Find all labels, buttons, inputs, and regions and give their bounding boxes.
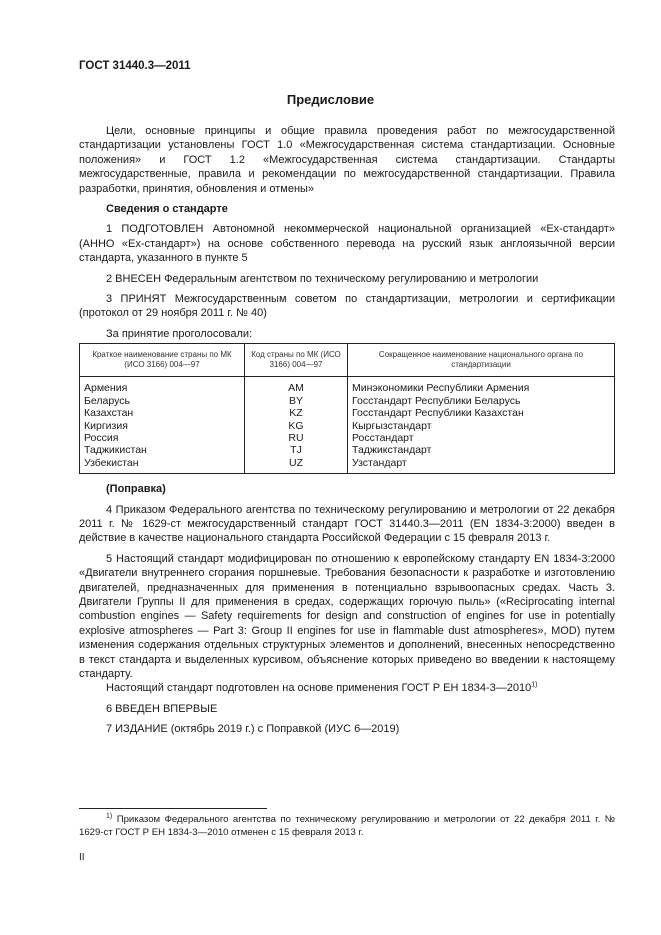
table-row	[80, 377, 615, 395]
table-row	[80, 432, 615, 444]
footnote-mark: 1)	[106, 812, 113, 820]
item-3: 3 ПРИНЯТ Межгосударственным советом по стандартизации, метрологии и сертификации (протокол от 29 ноября 2011 г. № 40)	[79, 293, 615, 320]
table-row	[80, 407, 615, 419]
code-cell: RU	[245, 432, 348, 444]
column-header-country: Краткое наименование страны по МК (ИСО 3166) 004—97	[80, 344, 245, 377]
table-header-row	[80, 344, 615, 377]
body-cell: Кыргызстандарт	[348, 420, 615, 432]
body-cell: Госстандарт Республики Казахстан	[348, 407, 615, 419]
item-5-note-text: Настоящий стандарт подготовлен на основе применения ГОСТ Р ЕН 1834-3—2010	[106, 682, 532, 695]
correction-heading: (Поправка)	[106, 483, 166, 496]
code-cell: TJ	[245, 444, 348, 456]
page-number: II	[79, 852, 85, 863]
country-cell: Узбекистан	[80, 457, 245, 474]
code-cell: AM	[245, 377, 348, 395]
column-header-body: Сокращенное наименование национального органа по стандартизации	[348, 344, 615, 377]
item-5-note	[79, 681, 615, 695]
country-cell: Россия	[80, 432, 245, 444]
body-cell: Росстандарт	[348, 432, 615, 444]
footnote	[79, 814, 615, 839]
table-row	[80, 457, 615, 474]
footnote-ref[interactable]: 1)	[531, 681, 538, 689]
document-body	[79, 124, 615, 743]
item-4: 4 Приказом Федерального агентства по техническому регулированию и метрологии от 22 декабря 2011 г. № 1629-ст межгосударственный стандарт ГОСТ 31440.3—2011 (EN 1834-3:2000) введен в действие в качестве национального стандарта Российской Федерации с 15 февраля 2013 г.	[79, 503, 615, 545]
country-cell: Беларусь	[80, 395, 245, 407]
body-cell: Госстандарт Республики Беларусь	[348, 395, 615, 407]
body-cell: Минэкономики Республики Армения	[348, 377, 615, 395]
country-cell: Киргизия	[80, 420, 245, 432]
country-cell: Армения	[80, 377, 245, 395]
voting-table	[79, 343, 615, 474]
intro-paragraph: Цели, основные принципы и общие правила проведения работ по межгосударственной стандартизации установлены ГОСТ 1.0 «Межгосударственная система стандартизации. Основные положения» и ГОСТ 1.2 «Межгосударственная система стандартизации. Стандарты межгосударственные, правила и рекомендации по межгосударственной стандартизации. Правила разработки, принятия, обновления и отмены»	[79, 125, 615, 195]
vote-intro: За принятие проголосовали:	[106, 327, 253, 340]
body-cell: Узстандарт	[348, 457, 615, 474]
code-cell: KG	[245, 420, 348, 432]
code-cell: BY	[245, 395, 348, 407]
country-cell: Казахстан	[80, 407, 245, 419]
item-1: 1 ПОДГОТОВЛЕН Автономной некоммерческой национальной организацией «Ех-стандарт» (АННО «Ех-стандарт») на основе собственного перевода на русский язык англоязычной версии стандарта, указанного в пункте 5	[79, 223, 615, 265]
item-7: 7 ИЗДАНИЕ (октябрь 2019 г.) с Поправкой (ИУС 6—2019)	[106, 723, 400, 736]
footnote-text: Приказом Федерального агентства по техническому регулированию и метрологии от 22 декабря 2011 г. № 1629-ст ГОСТ Р ЕН 1834-3—2010 отменен с 15 февраля 2013 г.	[79, 814, 615, 838]
table-row	[80, 444, 615, 456]
country-cell: Таджикистан	[80, 444, 245, 456]
item-6: 6 ВВЕДЕН ВПЕРВЫЕ	[106, 702, 218, 715]
table-row	[80, 395, 615, 407]
code-cell: UZ	[245, 457, 348, 474]
page-title: Предисловие	[286, 92, 375, 107]
item-2: 2 ВНЕСЕН Федеральным агентством по техническому регулированию и метрологии	[106, 272, 539, 285]
column-header-code: Код страны по МК (ИСО 3166) 004—97	[245, 344, 348, 377]
document-header: ГОСТ 31440.3—2011	[79, 60, 191, 72]
item-5: 5 Настоящий стандарт модифицирован по отношению к европейскому стандарту EN 1834-3:2000 «Двигатели внутреннего сгорания поршневые. Требования безопасности к разработке и изготовлению двигателей, предназначенных для применения в потенциально взрывоопасных средах. Часть 3. Двигатели Группы II для применения в средах, содержащих горючую пыль» («Reciprocating internal combustion engines — Safety requirements for design and construction of engines for use in potentially explosive atmospheres — Part 3: Group II engines for use in flammable dust atmospheres», MOD) путем изменения содержания отдельных структурных элементов и дополнений, внесенных непосредственно в текст стандарта и выделенных курсивом, объяснение которых приведено во введении к настоящему стандарту.	[79, 552, 615, 680]
table-row	[80, 420, 615, 432]
footnote-divider	[79, 808, 267, 809]
body-cell: Таджикстандарт	[348, 444, 615, 456]
section-heading: Сведения о стандарте	[106, 203, 228, 216]
code-cell: KZ	[245, 407, 348, 419]
